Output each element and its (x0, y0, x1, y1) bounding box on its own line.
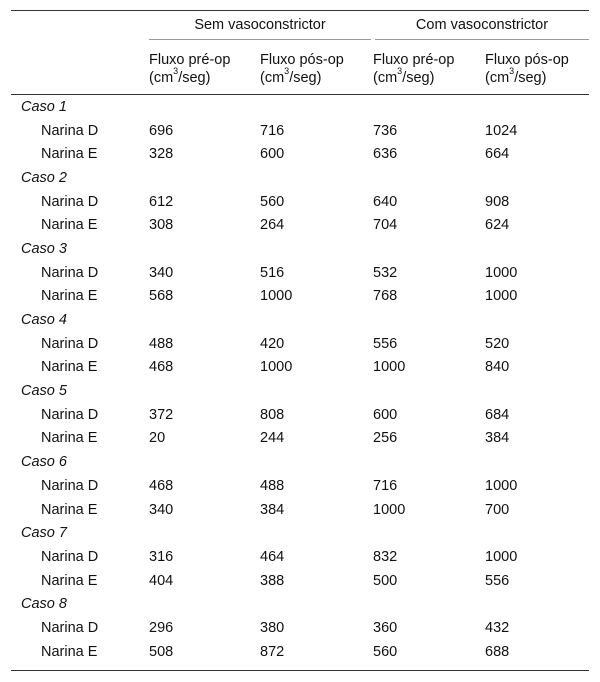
table-row (11, 285, 589, 309)
column-header-unit-suffix: /seg) (178, 70, 211, 86)
table-row (11, 142, 589, 166)
flow-value-cell: 384 (485, 430, 510, 447)
flow-value-cell: 372 (149, 406, 174, 423)
flow-value-cell: 384 (260, 501, 285, 518)
column-header-label: Fluxo pós-op (485, 52, 569, 68)
column-header-unit-superscript: 3 (397, 66, 403, 77)
flow-value-cell: 264 (260, 217, 285, 234)
flow-value-cell: 420 (260, 335, 285, 352)
table-row (11, 261, 589, 285)
flow-value-cell: 520 (485, 335, 510, 352)
column-header-unit-superscript: 3 (284, 66, 290, 77)
table-row (11, 119, 589, 143)
case-row (11, 308, 589, 332)
table-row (11, 545, 589, 569)
flow-value-cell: 600 (260, 146, 285, 163)
case-label: Caso 6 (21, 454, 67, 471)
column-header-unit-prefix: (cm (149, 70, 174, 86)
flow-value-cell: 832 (373, 548, 398, 565)
group-without-vasoconstrictor (149, 12, 373, 44)
empty-corner-cell (11, 12, 149, 44)
table-row (11, 427, 589, 451)
nostril-label: Narina D (41, 477, 99, 494)
column-header-label: Fluxo pré-op (149, 52, 231, 68)
flow-value-cell: 684 (485, 406, 510, 423)
empty-label-header (11, 44, 149, 95)
table-bottom-rule (11, 670, 589, 671)
table-row (11, 569, 589, 593)
flow-value-cell: 688 (485, 643, 510, 660)
case-row (11, 166, 589, 190)
nostril-label: Narina D (41, 335, 99, 352)
flow-value-cell: 556 (373, 335, 398, 352)
flow-value-cell: 404 (149, 572, 174, 589)
column-header (260, 44, 373, 95)
column-header-unit-superscript: 3 (509, 66, 515, 77)
table-row (11, 356, 589, 380)
flow-value-cell: 488 (149, 335, 174, 352)
case-label: Caso 4 (21, 312, 67, 329)
flow-value-cell: 468 (149, 477, 174, 494)
flow-value-cell: 468 (149, 359, 174, 376)
table-row (11, 332, 589, 356)
case-label: Caso 8 (21, 596, 67, 613)
flow-value-cell: 560 (373, 643, 398, 660)
flow-value-cell: 560 (260, 193, 285, 210)
nostril-label: Narina E (41, 643, 98, 660)
flow-value-cell: 432 (485, 619, 510, 636)
table-row (11, 474, 589, 498)
flow-value-cell: 872 (260, 643, 285, 660)
case-label: Caso 5 (21, 383, 67, 400)
column-header-label: Fluxo pós-op (260, 52, 344, 68)
column-header-unit-suffix: /seg) (514, 70, 547, 86)
flow-value-cell: 1024 (485, 122, 518, 139)
flow-value-cell: 636 (373, 146, 398, 163)
nostril-label: Narina D (41, 619, 99, 636)
flow-value-cell: 664 (485, 146, 510, 163)
flow-value-cell: 380 (260, 619, 285, 636)
case-label: Caso 7 (21, 525, 67, 542)
flow-value-cell: 908 (485, 193, 510, 210)
flow-table (11, 12, 589, 664)
case-row (11, 592, 589, 616)
flow-value-cell: 704 (373, 217, 398, 234)
column-header (149, 44, 260, 95)
flow-value-cell: 568 (149, 288, 174, 305)
flow-value-cell: 1000 (485, 264, 518, 281)
flow-value-cell: 768 (373, 288, 398, 305)
flow-value-cell: 244 (260, 430, 285, 447)
flow-value-cell: 308 (149, 217, 174, 234)
table-row (11, 640, 589, 664)
flow-value-cell: 600 (373, 406, 398, 423)
nostril-label: Narina D (41, 264, 99, 281)
table-row (11, 498, 589, 522)
flow-value-cell: 1000 (373, 359, 406, 376)
flow-value-cell: 1000 (485, 548, 518, 565)
case-label: Caso 1 (21, 98, 67, 115)
nostril-label: Narina E (41, 572, 98, 589)
case-label: Caso 2 (21, 169, 67, 186)
table-row (11, 403, 589, 427)
flow-value-cell: 340 (149, 264, 174, 281)
case-row (11, 521, 589, 545)
nostril-label: Narina E (41, 430, 98, 447)
nostril-label: Narina E (41, 217, 98, 234)
case-row (11, 450, 589, 474)
flow-value-cell: 736 (373, 122, 398, 139)
column-header-unit-superscript: 3 (173, 66, 179, 77)
column-header (373, 44, 485, 95)
flow-value-cell: 328 (149, 146, 174, 163)
flow-value-cell: 360 (373, 619, 398, 636)
case-row (11, 237, 589, 261)
table-body (11, 95, 589, 664)
flow-value-cell: 1000 (373, 501, 406, 518)
group-header-row (11, 12, 589, 44)
column-header-label: Fluxo pré-op (373, 52, 455, 68)
flow-value-cell: 612 (149, 193, 174, 210)
table-row (11, 213, 589, 237)
nostril-label: Narina E (41, 288, 98, 305)
flow-value-cell: 1000 (260, 288, 293, 305)
flow-value-cell: 388 (260, 572, 285, 589)
case-label: Caso 3 (21, 240, 67, 257)
flow-value-cell: 532 (373, 264, 398, 281)
case-row (11, 379, 589, 403)
nostril-label: Narina E (41, 501, 98, 518)
flow-value-cell: 1000 (485, 288, 518, 305)
flow-value-cell: 488 (260, 477, 285, 494)
column-header-unit-suffix: /seg) (289, 70, 322, 86)
table-row (11, 190, 589, 214)
column-header-unit-suffix: /seg) (402, 70, 435, 86)
flow-value-cell: 696 (149, 122, 174, 139)
flow-value-cell: 340 (149, 501, 174, 518)
flow-value-cell: 1000 (260, 359, 293, 376)
flow-value-cell: 500 (373, 572, 398, 589)
flow-value-cell: 556 (485, 572, 510, 589)
group-with-label: Com vasoconstrictor (375, 17, 589, 40)
nostril-label: Narina D (41, 548, 99, 565)
column-header-row (11, 44, 589, 95)
group-with-vasoconstrictor (373, 12, 589, 44)
flow-value-cell: 624 (485, 217, 510, 234)
flow-value-cell: 316 (149, 548, 174, 565)
nostril-label: Narina D (41, 406, 99, 423)
flow-value-cell: 640 (373, 193, 398, 210)
flow-value-cell: 516 (260, 264, 285, 281)
nostril-label: Narina D (41, 193, 99, 210)
nostril-label: Narina E (41, 146, 98, 163)
column-header-unit-prefix: (cm (373, 70, 398, 86)
flow-value-cell: 508 (149, 643, 174, 660)
flow-value-cell: 716 (373, 477, 398, 494)
flow-value-cell: 20 (149, 430, 166, 447)
group-without-label: Sem vasoconstrictor (149, 17, 371, 40)
flow-value-cell: 808 (260, 406, 285, 423)
flow-value-cell: 840 (485, 359, 510, 376)
column-header (485, 44, 589, 95)
column-header-unit-prefix: (cm (260, 70, 285, 86)
case-row (11, 95, 589, 119)
nostril-label: Narina E (41, 359, 98, 376)
flow-value-cell: 700 (485, 501, 510, 518)
table-row (11, 616, 589, 640)
column-header-unit-prefix: (cm (485, 70, 510, 86)
table-top-rule (11, 10, 589, 11)
nostril-label: Narina D (41, 122, 99, 139)
flow-value-cell: 716 (260, 122, 285, 139)
flow-value-cell: 296 (149, 619, 174, 636)
flow-value-cell: 1000 (485, 477, 518, 494)
flow-value-cell: 464 (260, 548, 285, 565)
flow-value-cell: 256 (373, 430, 398, 447)
